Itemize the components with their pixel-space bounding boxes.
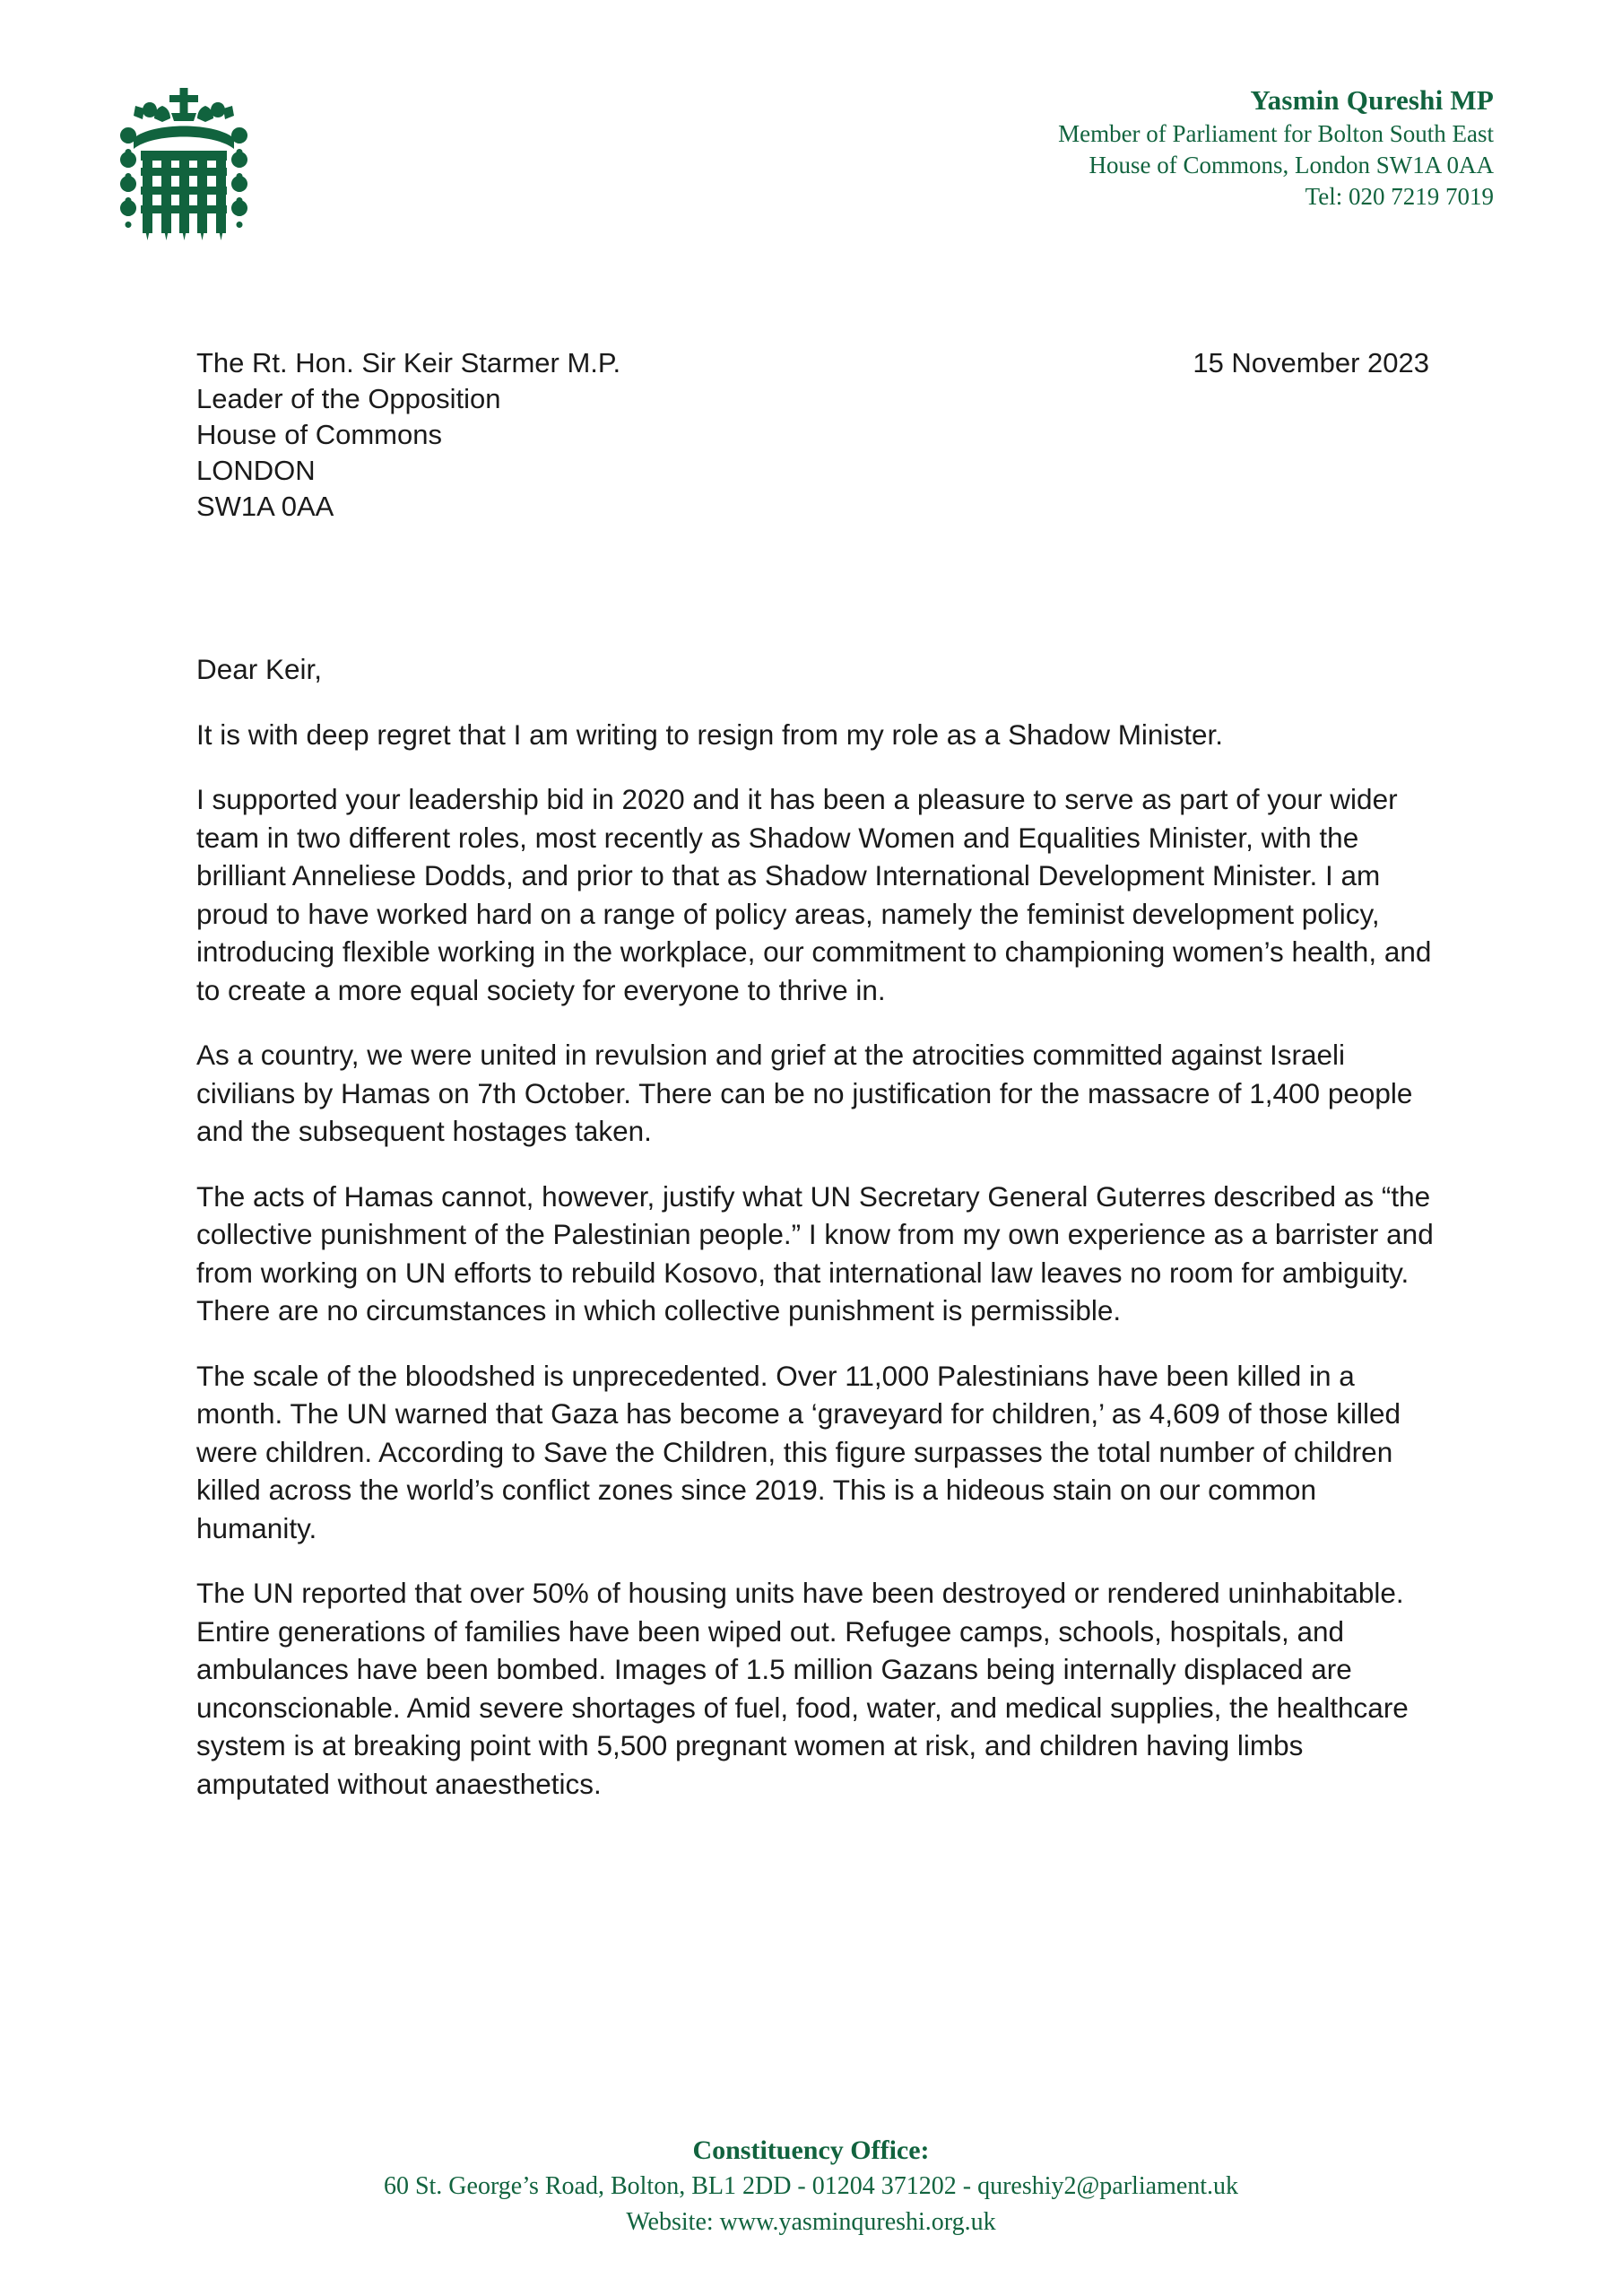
- recipient-line: House of Commons: [196, 419, 442, 450]
- recipient-line: The Rt. Hon. Sir Keir Starmer M.P.: [196, 347, 621, 378]
- letter-date: 15 November 2023: [1193, 347, 1429, 378]
- body-paragraph: The acts of Hamas cannot, however, justify what UN Secretary General Guterres described as “the collective punishment of the Palestinian people.” I know from my own experience as a barrister and from working on UN efforts to rebuild Kosovo, that international law leaves no room for ambiguity. There are no circumstances in which collective punishment is permissible.: [196, 1179, 1434, 1326]
- mp-role: Member of Parliament for Bolton South East: [1058, 120, 1494, 148]
- body-paragraph: It is with deep regret that I am writing to resign from my role as a Shadow Minister.: [196, 718, 1223, 751]
- mp-address: House of Commons, London SW1A 0AA: [1089, 152, 1494, 179]
- portcullis-crest-icon: [117, 83, 250, 244]
- recipient-line: SW1A 0AA: [196, 491, 334, 522]
- body-paragraph: As a country, we were united in revulsion and grief at the atrocities committed against Israeli civilians by Hamas on 7th October. There can be no justification for the massacre of 1,400 people and the subsequent hostages taken.: [196, 1039, 1413, 1147]
- letter-body: [196, 650, 1443, 1803]
- mp-name: Yasmin Qureshi MP: [1250, 84, 1494, 116]
- footer: [0, 2133, 1622, 2240]
- salutation: Dear Keir,: [196, 653, 323, 685]
- recipient-line: Leader of the Opposition: [196, 383, 501, 414]
- footer-website: Website: www.yasminqureshi.org.uk: [626, 2208, 996, 2236]
- letterhead-contact-block: [1058, 83, 1494, 213]
- footer-title: Constituency Office:: [692, 2135, 930, 2165]
- footer-address: 60 St. George’s Road, Bolton, BL1 2DD - 01204 371202 - qureshiy2@parliament.uk: [383, 2172, 1239, 2200]
- body-paragraph: The UN reported that over 50% of housing units have been destroyed or rendered uninhabitable. Entire generations of families have been wiped out. Refugee camps, schools, hospitals, and ambulances have been bombed. Images of 1.5 million Gazans being internally displaced are unconscionable. Amid severe shortages of fuel, food, water, and medical supplies, the healthcare system is at breaking point with 5,500 pregnant women at risk, and children having limbs amputated without anaesthetics.: [196, 1577, 1409, 1800]
- body-paragraph: The scale of the bloodshed is unprecedented. Over 11,000 Palestinians have been killed in a month. The UN warned that Gaza has become a ‘graveyard for children,’ as 4,609 of those killed were children. According to Save the Children, this figure surpasses the total number of children killed across the world’s conflict zones since 2019. This is a hideous stain on our common humanity.: [196, 1359, 1401, 1544]
- body-paragraph: I supported your leadership bid in 2020 and it has been a pleasure to serve as part of your wider team in two different roles, most recently as Shadow Women and Equalities Minister, with the brilliant Anneliese Dodds, and prior to that as Shadow International Development Minister. I am proud to have worked hard on a range of policy areas, namely the feminist development policy, introducing flexible working in the workplace, our commitment to championing women’s health, and to create a more equal society for everyone to thrive in.: [196, 783, 1432, 1006]
- recipient-address-block: [196, 345, 620, 525]
- recipient-line: LONDON: [196, 455, 316, 486]
- mp-telephone: Tel: 020 7219 7019: [1305, 183, 1494, 211]
- letterhead: [0, 83, 1622, 271]
